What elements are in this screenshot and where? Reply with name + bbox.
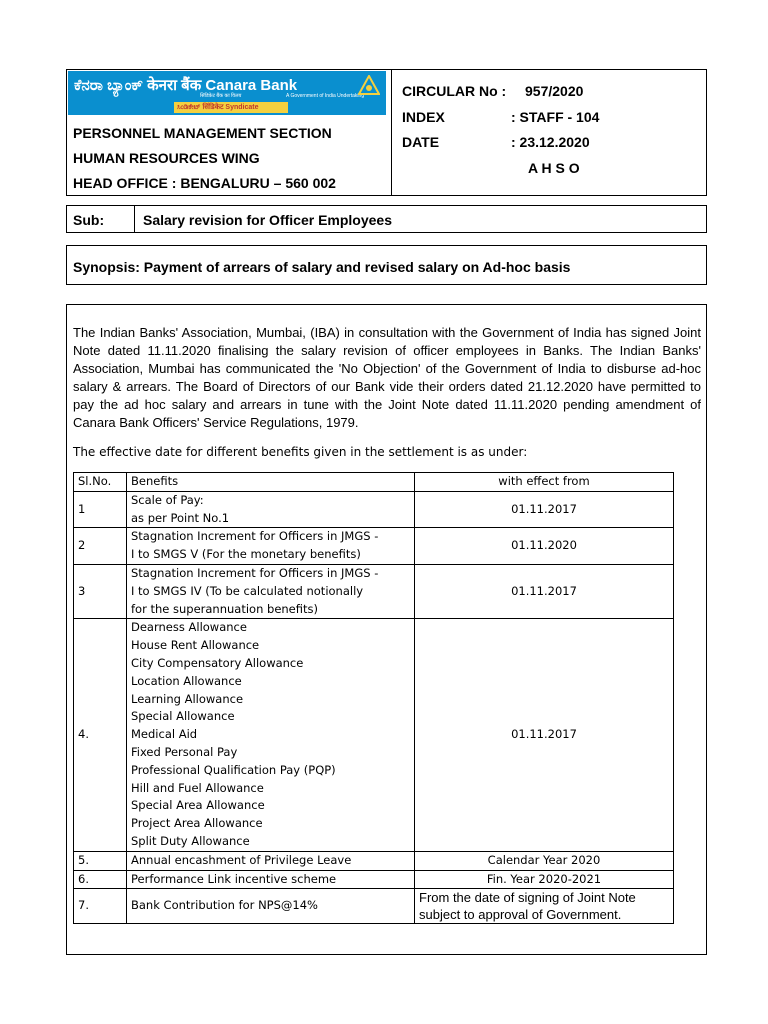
synopsis-box [66,245,707,285]
benefit-line: I to SMGS IV (To be calculated notionally [131,583,364,598]
row-number: 2 [74,528,127,565]
benefit-line: Medical Aid [131,727,198,742]
header-line-1: PERSONNEL MANAGEMENT SECTION [73,125,332,141]
logo-tagline-right: A Government of India Undertaking [286,93,365,99]
header-cell-benefits: Benefits [127,473,415,492]
table-row [74,491,674,528]
header-cell-slno: Sl.No. [74,473,127,492]
header-box [66,69,707,196]
benefit-line: Annual encashment of Privilege Leave [131,852,352,867]
row-number: 7. [74,889,127,924]
benefit-line: Hill and Fuel Allowance [131,780,264,795]
benefit-line: Project Area Allowance [131,816,263,831]
ahso-text: A H S O [528,160,580,176]
subject-label: Sub: [73,212,105,228]
benefit-line: City Compensatory Allowance [131,655,304,670]
row-effective-date: Calendar Year 2020 [415,851,674,870]
benefit-line: Fixed Personal Pay [131,744,238,759]
benefit-line: as per Point No.1 [131,510,230,525]
row-effective-date: 01.11.2017 [415,619,674,851]
benefit-line: Stagnation Increment for Officers in JMGS - [131,529,379,544]
header-line-3: HEAD OFFICE : BENGALURU – 560 002 [73,175,336,191]
date-value: : 23.12.2020 [511,134,590,150]
row-effective-date: 01.11.2017 [415,491,674,528]
logo-syndicate: ಸಿಂಡಿಕೇಟ್ सिंडिकेट Syndicate [174,102,288,113]
synopsis-text: Synopsis: Payment of arrears of salary and revised salary on Ad-hoc basis [73,259,571,275]
row-number: 5. [74,851,127,870]
benefit-line: Special Area Allowance [131,798,265,813]
benefit-line: I to SMGS V (For the monetary benefits) [131,547,361,562]
header-divider [391,70,392,195]
benefit-line: Split Duty Allowance [131,833,250,848]
subject-box [66,205,707,233]
benefit-line: Location Allowance [131,673,242,688]
row-effective-date: From the date of signing of Joint Note subject to approval of Government. [415,889,674,924]
benefit-line: Scale of Pay: [131,492,204,507]
benefit-line: Stagnation Increment for Officers in JMGS - [131,565,379,580]
row-benefits [127,889,415,924]
table-row [74,564,674,618]
benefit-line: Professional Qualification Pay (PQP) [131,762,336,777]
row-effective-date: Fin. Year 2020-2021 [415,870,674,889]
index-value: : STAFF - 104 [511,109,600,125]
effective-date-intro: The effective date for different benefits given in the settlement is as under: [73,445,528,459]
benefits-table [73,472,674,924]
subject-text: Salary revision for Officer Employees [143,212,392,228]
circular-label: CIRCULAR No : [402,83,507,99]
row-effective-date: 01.11.2017 [415,564,674,618]
benefit-line: for the superannuation benefits) [131,601,318,616]
row-benefits [127,619,415,851]
body-box [66,304,707,955]
benefit-line: Bank Contribution for NPS@14% [131,898,318,913]
circular-value: 957/2020 [525,83,584,99]
row-number: 6. [74,870,127,889]
benefits-table-body [74,473,674,924]
table-row [74,889,674,924]
date-label: DATE [402,134,440,150]
header-line-2: HUMAN RESOURCES WING [73,150,260,166]
row-benefits [127,851,415,870]
header-cell-effect: with effect from [415,473,674,492]
table-header-row [74,473,674,492]
benefit-line: Performance Link incentive scheme [131,871,337,886]
canara-triangle-icon [358,75,380,95]
logo-tagline-left: सिंडिकेट बैंक का विलय [200,93,242,99]
row-benefits [127,870,415,889]
table-row [74,851,674,870]
table-row [74,619,674,851]
subject-divider [134,206,135,232]
row-benefits [127,564,415,618]
row-benefits [127,491,415,528]
row-number: 1 [74,491,127,528]
table-row [74,528,674,565]
intro-paragraph: The Indian Banks' Association, Mumbai, (IBA) in consultation with the Government of India has signed Joint Note dated 11.11.2020 finalising the salary revision of officer employees in Banks. The Indian Banks' Association, Mumbai has communicated the 'No Objection' of the Government of India to disburse ad-hoc salary & arrears. The Board of Directors of our Bank vide their orders dated 21.12.2020 have permitted to pay the ad hoc salary and arrears in tune with the Joint Note dated 11.11.2020 pending amendment of Canara Bank Officers' Service Regulations, 1979. [73,325,701,430]
index-label: INDEX [402,109,445,125]
benefit-line: Special Allowance [131,709,235,724]
benefit-line: Dearness Allowance [131,620,247,635]
benefit-line: House Rent Allowance [131,638,260,653]
row-effective-date: 01.11.2020 [415,528,674,565]
row-number: 4. [74,619,127,851]
row-benefits [127,528,415,565]
canara-bank-logo [68,71,386,115]
table-row [74,870,674,889]
benefit-line: Learning Allowance [131,691,244,706]
row-number: 3 [74,564,127,618]
logo-brand-text: ಕೆನರಾ ಬ್ಯಾಂಕ್ केनरा बैंक Canara Bank [74,77,298,94]
